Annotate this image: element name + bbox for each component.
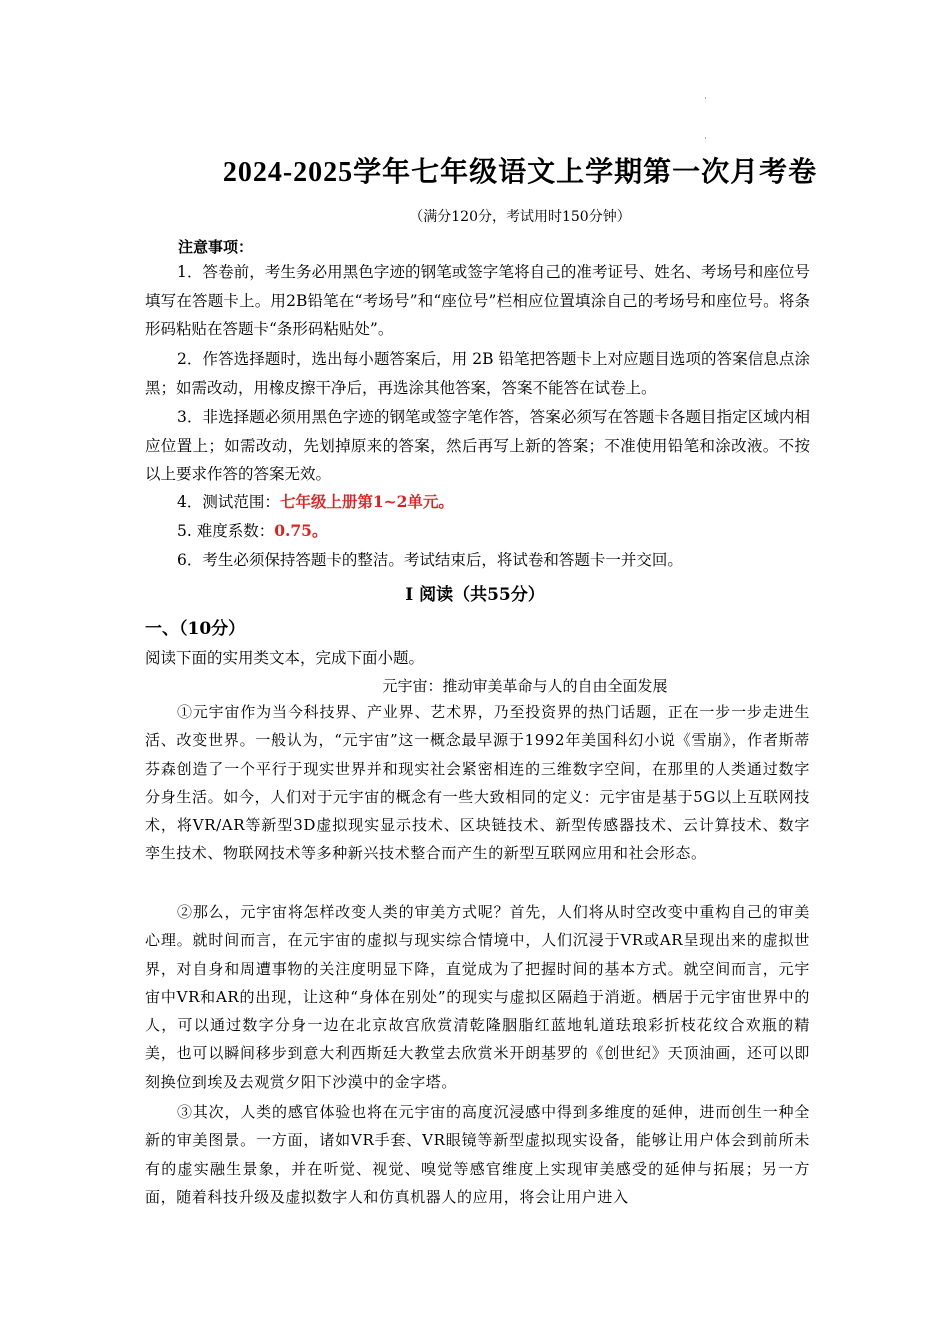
notice-item-5 bbox=[177, 519, 327, 541]
exam-title: 2024-2025学年七年级语文上学期第一次月考卷 bbox=[222, 157, 818, 188]
notice-item-2: 2．作答选择题时，选出每小题答案后，用 2B 铅笔把答题卡上对应题目选项的答案信息点涂黑；如需改动，用橡皮擦干净后，再选涂其他答案，答案不能答在试卷上。 bbox=[145, 350, 810, 397]
article-title: 元宇宙：推动审美革命与人的自由全面发展 bbox=[382, 677, 668, 695]
article-paragraph-2: ②那么，元宇宙将怎样改变人类的审美方式呢？首先，人们将从时空改变中重构自己的审美心理。就时间而言，在元宇宙的虚拟与现实综合情境中，人们沉浸于VR或AR呈现出来的虚拟世界，对自身和周遭事物的关注度明显下降，直觉成为了把握时间的基本方式。就空间而言，元宇宙中VR和AR的出现，让这种“身体在别处”的现实与虚拟区隔趋于消逝。栖居于元宇宙世界中的人，可以通过数字分身一边在北京故宫欣赏清乾隆胭脂红蓝地轧道珐琅彩折枝花纹合欢瓶的精美，也可以瞬间移步到意大利西斯廷大教堂去欣赏米开朗基罗的《创世纪》天顶油画，还可以即刻换位到埃及去观赏夕阳下沙漠中的金字塔。 bbox=[145, 903, 810, 1091]
question-instruction: 阅读下面的实用类文本，完成下面小题。 bbox=[145, 649, 425, 667]
notice-item-4-value: 七年级上册第1~2单元。 bbox=[279, 492, 454, 511]
page-mark-dot: · bbox=[704, 134, 707, 144]
notice-item-4 bbox=[177, 490, 454, 512]
notice-heading: 注意事项： bbox=[178, 238, 254, 256]
notice-item-4-label: 4．测试范围： bbox=[177, 493, 280, 511]
notice-item-5-label: 5. 难度系数： bbox=[177, 522, 275, 540]
notice-item-3: 3．非选择题必须用黑色字迹的钢笔或签字笔作答，答案必须写在答题卡各题目指定区域内相应位置上；如需改动，先划掉原来的答案，然后再写上新的答案；不准使用铅笔和涂改液。不按以上要求作答的答案无效。 bbox=[145, 408, 810, 484]
page-mark-dot: · bbox=[704, 94, 707, 104]
notice-item-1: 1．答卷前，考生务必用黑色字迹的钢笔或签字笔将自己的准考证号、姓名、考场号和座位号填写在答题卡上。用2B铅笔在“考场号”和“座位号”栏相应位置填涂自己的考场号和座位号。将条形码粘贴在答题卡“条形码粘贴处”。 bbox=[145, 263, 810, 339]
section-title: Ⅰ 阅读（共55分） bbox=[405, 585, 545, 605]
question-heading: 一、（10分） bbox=[145, 619, 246, 639]
exam-subtitle: （满分120分，考试用时150分钟） bbox=[409, 209, 631, 225]
notice-item-6: 6．考生必须保持答题卡的整洁。考试结束后，将试卷和答题卡一并交回。 bbox=[177, 551, 683, 569]
article-paragraph-3: ③其次，人类的感官体验也将在元宇宙的高度沉浸感中得到多维度的延伸，进而创生一种全新的审美图景。一方面，诸如VR手套、VR眼镜等新型虚拟现实设备，能够让用户体会到前所未有的虚实融生景象，并在听觉、视觉、嗅觉等感官维度上实现审美感受的延伸与拓展；另一方面，随着科技升级及虚拟数字人和仿真机器人的应用，将会让用户进入 bbox=[145, 1103, 810, 1206]
notice-item-5-value: 0.75。 bbox=[274, 521, 328, 540]
article-paragraph-1: ①元宇宙作为当今科技界、产业界、艺术界，乃至投资界的热门话题，正在一步一步走进生活、改变世界。一般认为，“元宇宙”这一概念最早源于1992年美国科幻小说《雪崩》，作者斯蒂芬森创造了一个平行于现实世界并和现实社会紧密相连的三维数字空间，在那里的人类通过数字分身生活。如今，人们对于元宇宙的概念有一些大致相同的定义：元宇宙是基于5G以上互联网技术，将VR/AR等新型3D虚拟现实显示技术、区块链技术、新型传感器技术、云计算技术、数字孪生技术、物联网技术等多种新兴技术整合而产生的新型互联网应用和社会形态。 bbox=[145, 703, 810, 863]
